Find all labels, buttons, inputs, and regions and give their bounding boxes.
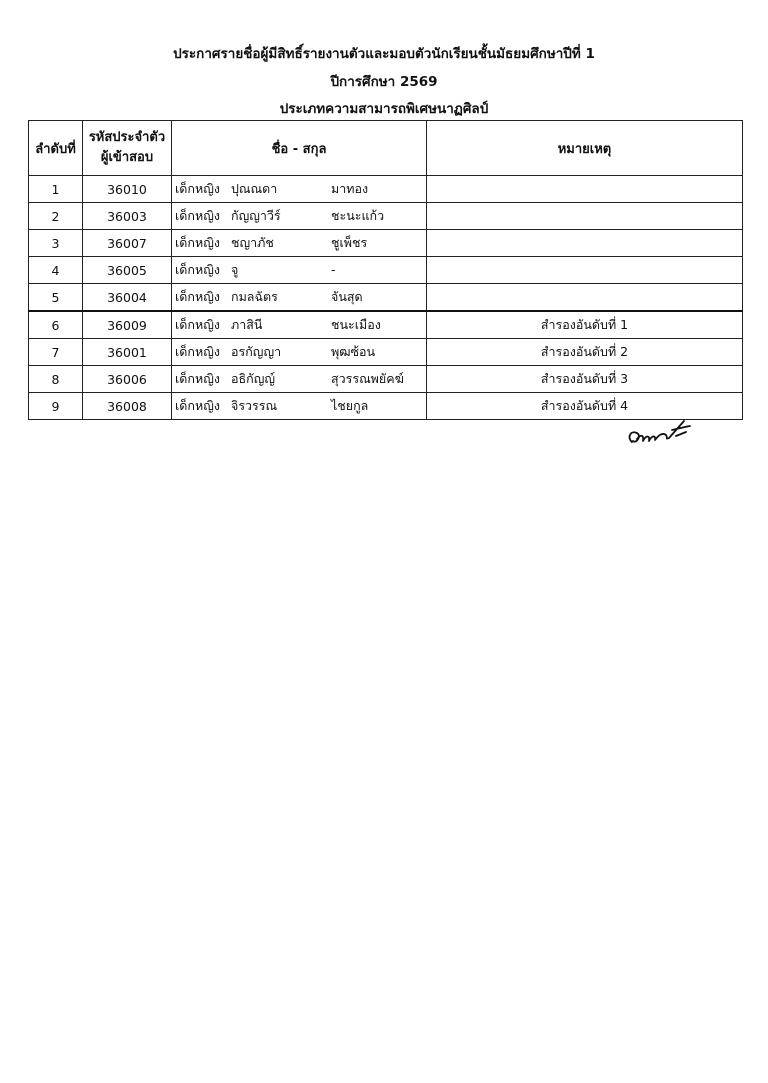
student-name <box>172 366 427 393</box>
row-number: 7 <box>29 339 83 366</box>
signature-icon <box>624 408 694 454</box>
last-name: ชูเพ็ชร <box>331 235 368 250</box>
first-name: ชญาภัช <box>231 235 274 250</box>
header-exam-id-line1: รหัสประจำตัว <box>88 130 166 145</box>
exam-id: 36001 <box>83 339 172 366</box>
name-title: เด็กหญิง <box>175 208 220 223</box>
exam-id: 36003 <box>83 203 172 230</box>
header-exam-id-line2: ผู้เข้าสอบ <box>100 150 154 165</box>
exam-id: 36006 <box>83 366 172 393</box>
academic-year: ปีการศึกษา 2569 <box>330 74 438 90</box>
row-number: 4 <box>29 257 83 284</box>
row-number: 1 <box>29 176 83 203</box>
name-title: เด็กหญิง <box>175 398 220 413</box>
row-number: 8 <box>29 366 83 393</box>
exam-id: 36008 <box>83 393 172 420</box>
header-no: ลำดับที่ <box>29 121 83 176</box>
table-row <box>29 284 743 312</box>
remark: สำรองอันดับที่ 1 <box>427 311 743 339</box>
remark <box>427 203 743 230</box>
name-title: เด็กหญิง <box>175 289 220 304</box>
last-name: มาทอง <box>331 181 369 196</box>
last-name: พุฒซ้อน <box>331 344 376 359</box>
last-name: จันสุด <box>331 289 363 304</box>
row-number: 6 <box>29 311 83 339</box>
last-name: ชนะเมือง <box>331 317 381 332</box>
row-number: 9 <box>29 393 83 420</box>
table-row <box>29 176 743 203</box>
exam-id: 36007 <box>83 230 172 257</box>
first-name: ภาสินี <box>231 317 263 332</box>
exam-id: 36010 <box>83 176 172 203</box>
row-number: 5 <box>29 284 83 312</box>
student-name <box>172 257 427 284</box>
table-row <box>29 339 743 366</box>
remark <box>427 257 743 284</box>
exam-id: 36004 <box>83 284 172 312</box>
last-name: - <box>331 262 336 277</box>
exam-id: 36009 <box>83 311 172 339</box>
first-name: อธิกัญญ์ <box>231 371 276 386</box>
name-title: เด็กหญิง <box>175 344 220 359</box>
name-title: เด็กหญิง <box>175 371 220 386</box>
header-note: หมายเหตุ <box>427 121 743 176</box>
name-title: เด็กหญิง <box>175 181 220 196</box>
first-name: กมลฉัตร <box>231 289 278 304</box>
student-name <box>172 393 427 420</box>
table-row <box>29 366 743 393</box>
table-row <box>29 257 743 284</box>
header-name: ชื่อ - สกุล <box>172 121 427 176</box>
roster-body <box>29 176 743 420</box>
name-title: เด็กหญิง <box>175 317 220 332</box>
last-name: ไชยกูล <box>331 398 369 413</box>
last-name: ชะนะแก้ว <box>331 208 385 223</box>
table-row <box>29 311 743 339</box>
first-name: อรกัญญา <box>231 344 282 359</box>
table-header-row <box>29 121 743 176</box>
remark <box>427 230 743 257</box>
exam-id: 36005 <box>83 257 172 284</box>
first-name: ปุณณดา <box>231 181 278 196</box>
remark <box>427 176 743 203</box>
first-name: จิรวรรณ <box>231 398 278 413</box>
student-name <box>172 311 427 339</box>
table-row <box>29 230 743 257</box>
first-name: จู <box>231 262 239 277</box>
header-exam-id <box>83 121 172 176</box>
first-name: กัญญาวีร์ <box>231 208 281 223</box>
table-row <box>29 203 743 230</box>
student-name <box>172 203 427 230</box>
roster-table <box>28 120 743 420</box>
student-name <box>172 230 427 257</box>
student-name <box>172 339 427 366</box>
remark: สำรองอันดับที่ 4 <box>427 393 743 420</box>
announcement-title: ประกาศรายชื่อผู้มีสิทธิ์รายงานตัวและมอบตัวนักเรียนชั้นมัธยมศึกษาปีที่ 1 <box>173 46 595 62</box>
remark <box>427 284 743 312</box>
remark: สำรองอันดับที่ 3 <box>427 366 743 393</box>
row-number: 3 <box>29 230 83 257</box>
name-title: เด็กหญิง <box>175 235 220 250</box>
student-name <box>172 284 427 312</box>
category-title: ประเภทความสามารถพิเศษนาฏศิลป์ <box>279 101 489 117</box>
student-name <box>172 176 427 203</box>
last-name: สุวรรณพยัคฆ์ <box>331 371 404 386</box>
name-title: เด็กหญิง <box>175 262 220 277</box>
row-number: 2 <box>29 203 83 230</box>
remark: สำรองอันดับที่ 2 <box>427 339 743 366</box>
